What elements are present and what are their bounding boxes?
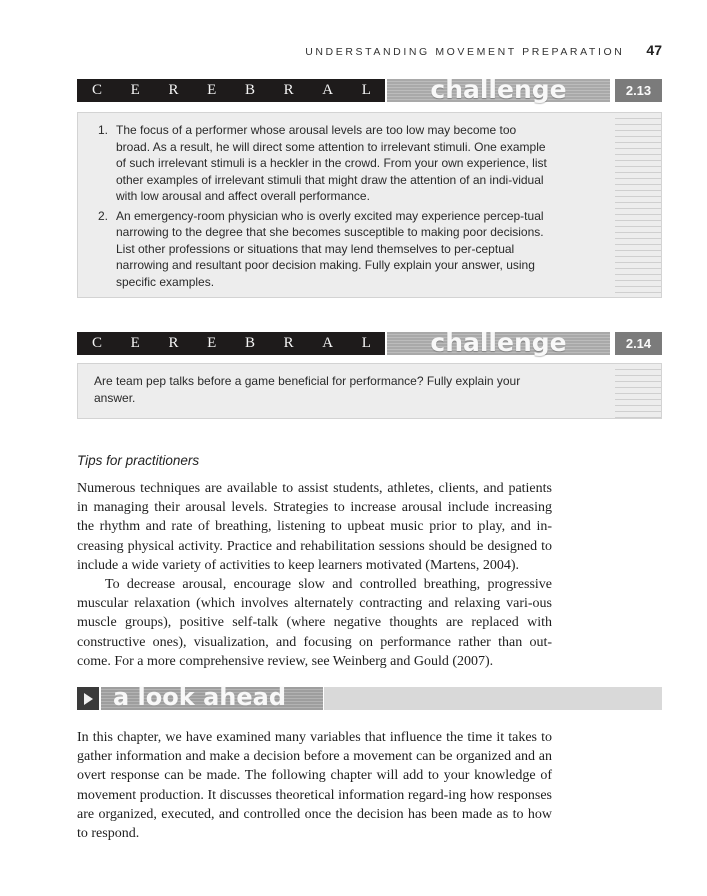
challenge-word: challenge [430, 74, 567, 104]
decorative-stripes [615, 113, 661, 297]
question-text: An emergency-room physician who is overly excited may experience percep-tual narrowing to the degree that she becomes susceptible to making poor decisions. List other professions or situations that may lend themselves to per-ceptual narrowing and resultant poor decision making. Fully explain your answer, using specific examples. [116, 208, 544, 289]
look-ahead-body [77, 728, 552, 843]
cerebral-letter: B [244, 82, 255, 98]
paragraph: In this chapter, we have examined many variables that influence the time it takes to gather information and make a decision before a movement can be organized and an overt response can be made. The following chapter will add to your knowledge of movement production. It discusses theoretical information regard-ing how responses are organized, executed, and controlled once the decision has been made as to how to respond. [77, 730, 552, 842]
challenge-question-list [78, 122, 661, 290]
cerebral-letter: R [283, 335, 294, 351]
cerebral-letter: C [92, 335, 103, 351]
play-arrow-icon [77, 687, 99, 710]
challenge-word: challenge [430, 327, 567, 357]
challenge-number-badge [615, 79, 662, 102]
tips-body [77, 479, 552, 671]
cerebral-letter: B [244, 335, 255, 351]
look-ahead-header [77, 682, 662, 711]
cerebral-letter: R [168, 335, 179, 351]
decorative-stripes [615, 364, 661, 418]
section-heading: Tips for practitioners [77, 453, 200, 468]
challenge-question [78, 122, 551, 205]
challenge-content [78, 364, 564, 406]
challenge-content [78, 113, 661, 290]
cerebral-challenge-header [77, 327, 662, 357]
running-title: UNDERSTANDING MOVEMENT PREPARATION [305, 46, 625, 58]
cerebral-letter: A [322, 335, 334, 351]
challenge-number: 2.14 [625, 336, 652, 351]
cerebral-letter: A [322, 82, 334, 98]
challenge-label [387, 74, 610, 104]
challenge-box [77, 363, 662, 419]
question-text: Are team pep talks before a game beneficial for performance? Fully explain your answer. [94, 374, 521, 405]
challenge-box [77, 112, 662, 298]
challenge-number-badge [615, 332, 662, 355]
paragraph: To decrease arousal, encourage slow and controlled breathing, progressive muscular relaxation (which involves alternately contracting and relaxing vari-ous muscle groups), positive self-talk (where negative thoughts are replaced with constructive ones), visualization, and focusing on performance rather than out-come. For a more comprehensive review, see Weinberg and Gould (2007). [77, 577, 552, 669]
cerebral-letter: E [207, 82, 217, 98]
question-text: The focus of a performer whose arousal levels are too low may become too broad. As a result, he will direct some attention to irrelevant stimuli. One example of such irrelevant stimuli is a heckler in the crowd. From your own experience, list other examples of irrelevant stimuli that might draw the attention of an indi-vidual with low arousal and affect overall performance. [116, 123, 547, 203]
look-ahead-title-text: a look ahead [113, 682, 287, 711]
look-ahead-title [101, 682, 323, 711]
cerebral-letter: L [361, 82, 371, 98]
header-bar-fill [324, 687, 662, 710]
cerebral-letter: E [207, 335, 217, 351]
page-number: 47 [646, 42, 662, 58]
cerebral-challenge-header [77, 74, 662, 104]
cerebral-label [77, 79, 385, 102]
cerebral-label [77, 332, 385, 355]
cerebral-letter: R [283, 82, 294, 98]
cerebral-letter: E [130, 335, 140, 351]
running-head [300, 42, 662, 60]
paragraph: Numerous techniques are available to assist students, athletes, clients, and patients in managing their arousal levels. Strategies to increase arousal include increasing the rhythm and rate of breathing, listening to upbeat music prior to play, and in-creasing physical activity. Practice and rehabilitation sessions should be designed to include a wide variety of activities to keep learners motivated (Martens, 2004). [77, 481, 552, 573]
cerebral-letter: R [168, 82, 179, 98]
cerebral-letter: L [361, 335, 371, 351]
question-number: 2. [98, 208, 109, 223]
challenge-question [78, 208, 551, 291]
cerebral-letter: C [92, 82, 103, 98]
challenge-number: 2.13 [625, 83, 652, 98]
challenge-label [387, 327, 610, 357]
cerebral-letter: E [130, 82, 140, 98]
question-number: 1. [98, 123, 109, 137]
